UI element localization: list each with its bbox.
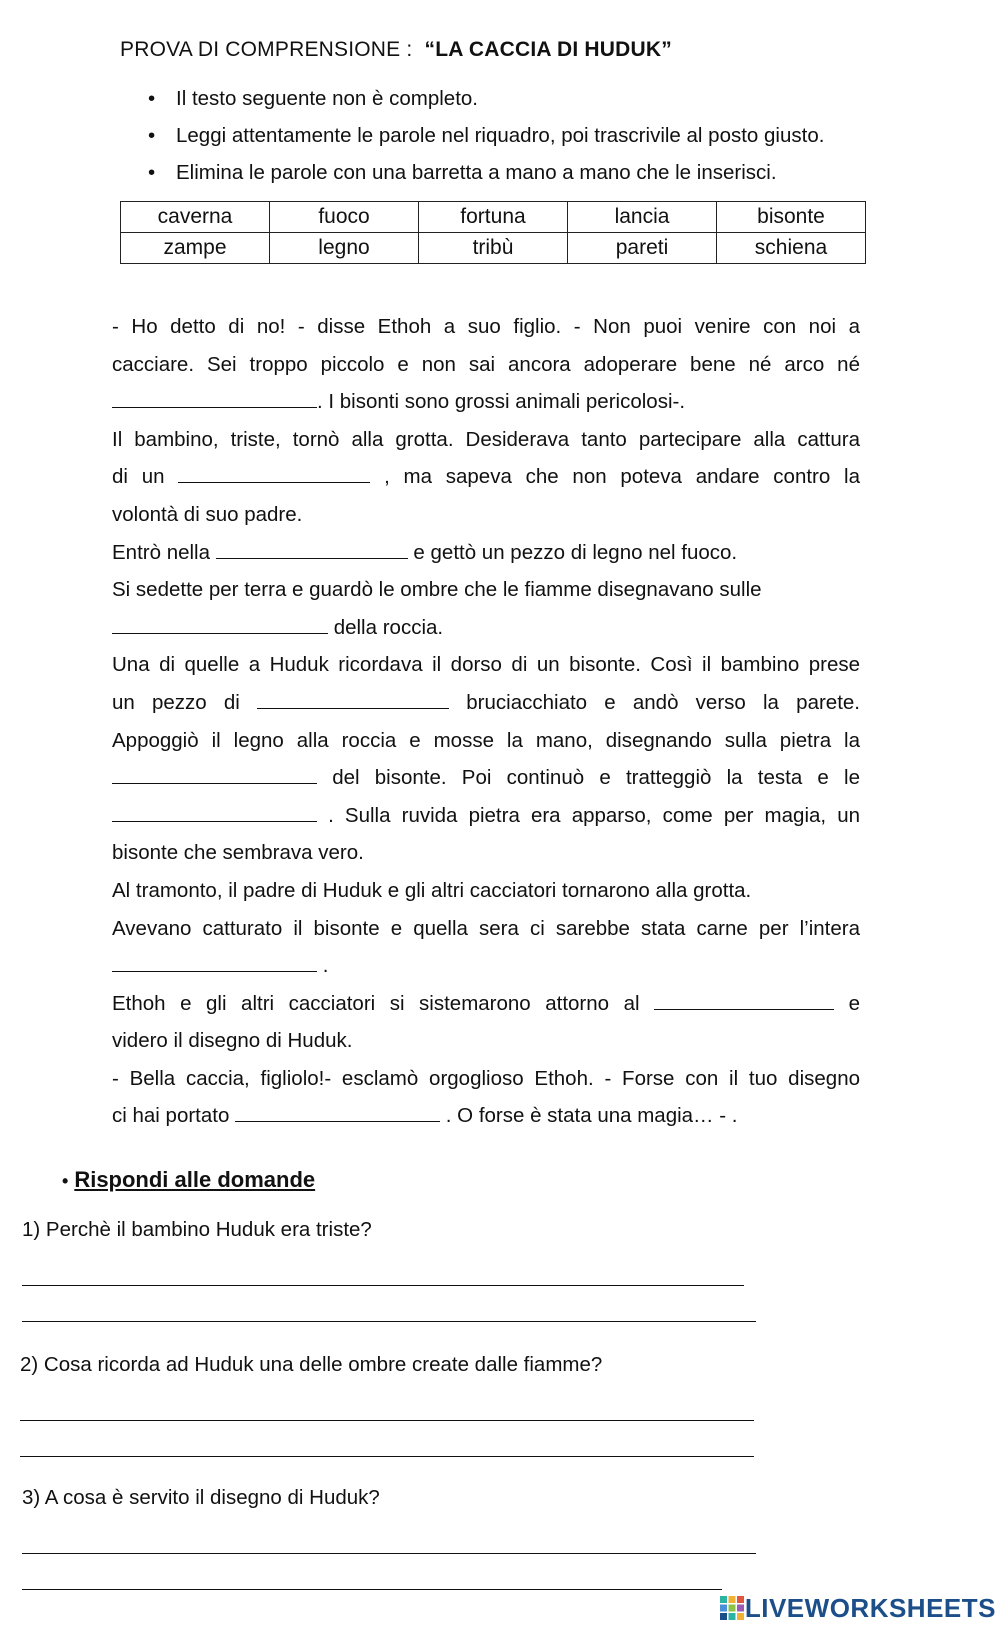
story-text-segment: bruciacchiato e andò verso la parete. bbox=[466, 690, 860, 714]
answer-blank[interactable] bbox=[112, 763, 317, 784]
story-text-segment: , ma sapeva che non poteva andare contro la bbox=[384, 465, 860, 489]
word-cell: tribù bbox=[419, 233, 568, 264]
story-line bbox=[112, 534, 860, 572]
section-heading bbox=[62, 1167, 315, 1193]
section-label: Rispondi alle domande bbox=[74, 1167, 316, 1192]
story-line: Si sedette per terra e guardò le ombre che le fiamme disegnavano sulle bbox=[112, 578, 762, 602]
answer-blank[interactable] bbox=[654, 989, 834, 1010]
answer-line[interactable] bbox=[22, 1589, 722, 1590]
story-text-segment: Ethoh e gli altri cacciatori si sistemarono attorno al bbox=[112, 991, 640, 1015]
answer-blank[interactable] bbox=[257, 688, 449, 709]
story-text-segment: . Sulla ruvida pietra era apparso, come per magia, un bbox=[328, 803, 861, 827]
story-line: Al tramonto, il padre di Huduk e gli altri cacciatori tornarono alla grotta. bbox=[112, 878, 752, 902]
story-line: - Bella caccia, figliolo!- esclamò orgoglioso Ethoh. - Forse con il tuo disegno bbox=[112, 1066, 860, 1090]
story-line bbox=[112, 383, 860, 421]
story-line: - Ho detto di no! - disse Ethoh a suo figlio. - Non puoi venire con noi a bbox=[112, 315, 860, 338]
answer-line[interactable] bbox=[22, 1553, 756, 1554]
word-cell: zampe bbox=[121, 233, 270, 264]
word-box bbox=[120, 201, 866, 264]
answer-blank[interactable] bbox=[178, 462, 370, 483]
answer-line[interactable] bbox=[22, 1285, 744, 1286]
story-text-segment: e bbox=[848, 991, 860, 1015]
answer-line[interactable] bbox=[22, 1321, 756, 1322]
question-3: 3) A cosa è servito il disegno di Huduk? bbox=[22, 1486, 380, 1509]
story-line: Avevano catturato il bisonte e quella sera ci sarebbe stata carne per l’intera bbox=[112, 916, 860, 940]
story-line bbox=[112, 684, 860, 722]
story-text-segment: della roccia. bbox=[333, 615, 444, 639]
section-bullet: • bbox=[62, 1171, 69, 1191]
story-line: cacciare. Sei troppo piccolo e non sai ancora adoperare bene né arco né bbox=[112, 352, 860, 376]
story-line: Il bambino, triste, tornò alla grotta. Desiderava tanto partecipare alla cattura bbox=[112, 427, 860, 451]
word-cell: schiena bbox=[717, 233, 866, 264]
story-text-segment: del bisonte. Poi continuò e tratteggiò la testa e le bbox=[332, 766, 860, 790]
story-line: videro il disegno di Huduk. bbox=[112, 1029, 353, 1053]
story-line bbox=[112, 985, 860, 1023]
story-text-segment: e gettò un pezzo di legno nel fuoco. bbox=[413, 540, 738, 564]
instructions-list bbox=[148, 86, 824, 197]
story-text-segment: di un bbox=[112, 465, 165, 489]
answer-blank[interactable] bbox=[216, 538, 408, 559]
logo-text: LIVEWORKSHEETS bbox=[744, 1592, 996, 1623]
answer-blank[interactable] bbox=[112, 613, 328, 634]
story-text bbox=[112, 308, 860, 1135]
answer-line[interactable] bbox=[20, 1456, 754, 1457]
word-cell: caverna bbox=[121, 202, 270, 233]
question-2: 2) Cosa ricorda ad Huduk una delle ombre create dalle fiamme? bbox=[20, 1353, 603, 1376]
story-line bbox=[112, 458, 860, 496]
story-text-segment: ci hai portato bbox=[112, 1104, 230, 1128]
liveworksheets-logo bbox=[719, 1591, 996, 1625]
story-line: bisonte che sembrava vero. bbox=[112, 841, 364, 865]
page-title bbox=[120, 38, 672, 62]
story-line bbox=[112, 1097, 860, 1135]
story-text-segment: . O forse è stata una magia… - . bbox=[445, 1104, 738, 1128]
instruction-item: • Elimina le parole con una barretta a mano a mano che le inserisci. bbox=[148, 160, 824, 197]
story-text-segment: . bbox=[322, 954, 329, 978]
answer-blank[interactable] bbox=[235, 1101, 440, 1122]
story-text-segment: Entrò nella bbox=[112, 540, 211, 564]
story-line: Una di quelle a Huduk ricordava il dorso di un bisonte. Così il bambino prese bbox=[112, 653, 860, 677]
answer-blank[interactable] bbox=[112, 801, 317, 822]
answer-blank[interactable] bbox=[112, 951, 317, 972]
word-box-row bbox=[121, 233, 866, 264]
word-box-row bbox=[121, 202, 866, 233]
instruction-item: • Leggi attentamente le parole nel riquadro, poi trascrivile al posto giusto. bbox=[148, 123, 824, 160]
title-prefix: PROVA DI COMPRENSIONE : bbox=[120, 38, 413, 61]
story-line bbox=[112, 947, 860, 985]
question-1: 1) Perchè il bambino Huduk era triste? bbox=[22, 1218, 372, 1241]
answer-line[interactable] bbox=[20, 1420, 754, 1421]
liveworksheets-logo-icon bbox=[719, 1595, 745, 1621]
word-cell: pareti bbox=[568, 233, 717, 264]
instruction-item: • Il testo seguente non è completo. bbox=[148, 86, 824, 123]
word-cell: fuoco bbox=[270, 202, 419, 233]
title-name: “LA CACCIA DI HUDUK” bbox=[424, 38, 672, 61]
word-cell: lancia bbox=[568, 202, 717, 233]
word-cell: bisonte bbox=[717, 202, 866, 233]
story-line bbox=[112, 759, 860, 797]
story-text-segment: . I bisonti sono grossi animali pericolosi-. bbox=[317, 390, 686, 414]
story-line bbox=[112, 609, 860, 647]
word-cell: legno bbox=[270, 233, 419, 264]
story-line: Appoggiò il legno alla roccia e mosse la mano, disegnando sulla pietra la bbox=[112, 728, 860, 752]
story-text-segment: un pezzo di bbox=[112, 690, 240, 714]
story-line: volontà di suo padre. bbox=[112, 502, 303, 526]
word-cell: fortuna bbox=[419, 202, 568, 233]
story-line bbox=[112, 797, 860, 835]
answer-blank[interactable] bbox=[112, 387, 317, 408]
